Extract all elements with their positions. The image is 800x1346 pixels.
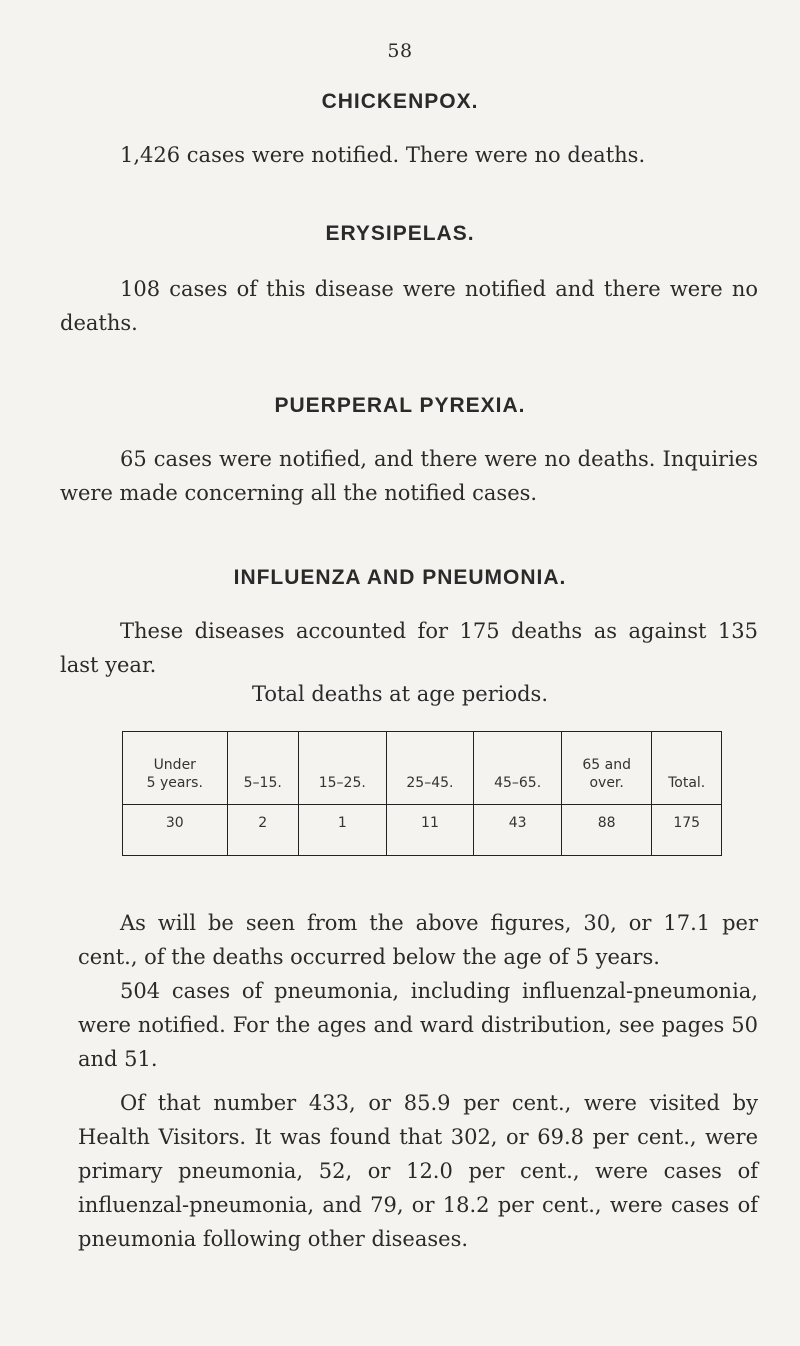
paragraph-puerperal-pyrexia: 65 cases were notified, and there were no deaths. Inquiries were made concerning all the notified cases. <box>60 447 758 505</box>
cell-45-65: 43 <box>474 805 562 856</box>
header-15-25: 15–25. <box>298 732 386 805</box>
page-number: 58 <box>387 40 413 62</box>
header-25-45: 25–45. <box>386 732 474 805</box>
heading-puerperal-pyrexia: PUERPERAL PYREXIA. <box>274 394 526 417</box>
paragraph-influenza-intro: These diseases accounted for 175 deaths as against 135 last year. <box>60 619 758 677</box>
cell-total: 175 <box>652 805 722 856</box>
cell-under-5: 30 <box>123 805 228 856</box>
table-header-row <box>123 732 722 805</box>
header-5-15: 5–15. <box>227 732 298 805</box>
age-periods-table <box>122 731 722 856</box>
cell-15-25: 1 <box>298 805 386 856</box>
header-65-and-over: 65 and over. <box>561 732 651 805</box>
table-caption: Total deaths at age periods. <box>251 682 549 706</box>
heading-influenza-pneumonia: INFLUENZA AND PNEUMONIA. <box>233 566 567 589</box>
paragraph-pneumonia-cases: 504 cases of pneumonia, including influenzal-pneumonia, were notified. For the ages and ward distribution, see pages 50 and 51. <box>78 979 758 1071</box>
heading-chickenpox: CHICKENPOX. <box>321 90 479 113</box>
cell-25-45: 11 <box>386 805 474 856</box>
cell-65-and-over: 88 <box>561 805 651 856</box>
paragraph-chickenpox: 1,426 cases were notified. There were no deaths. <box>120 143 646 167</box>
heading-erysipelas: ERYSIPELAS. <box>325 222 475 245</box>
table-row <box>123 805 722 856</box>
paragraph-erysipelas: 108 cases of this disease were notified and there were no deaths. <box>60 277 758 335</box>
cell-5-15: 2 <box>227 805 298 856</box>
header-under-5: Under 5 years. <box>123 732 228 805</box>
header-total: Total. <box>652 732 722 805</box>
paragraph-health-visitors: Of that number 433, or 85.9 per cent., were visited by Health Visitors. It was found that 302, or 69.8 per cent., were primary pneumonia, 52, or 12.0 per cent., were cases of influenzal-pneumonia, and 79, or 18.2 per cent., were cases of pneumonia following other diseases. <box>78 1091 758 1251</box>
header-45-65: 45–65. <box>474 732 562 805</box>
paragraph-below-5: As will be seen from the above figures, 30, or 17.1 per cent., of the deaths occurred below the age of 5 years. <box>78 911 758 969</box>
